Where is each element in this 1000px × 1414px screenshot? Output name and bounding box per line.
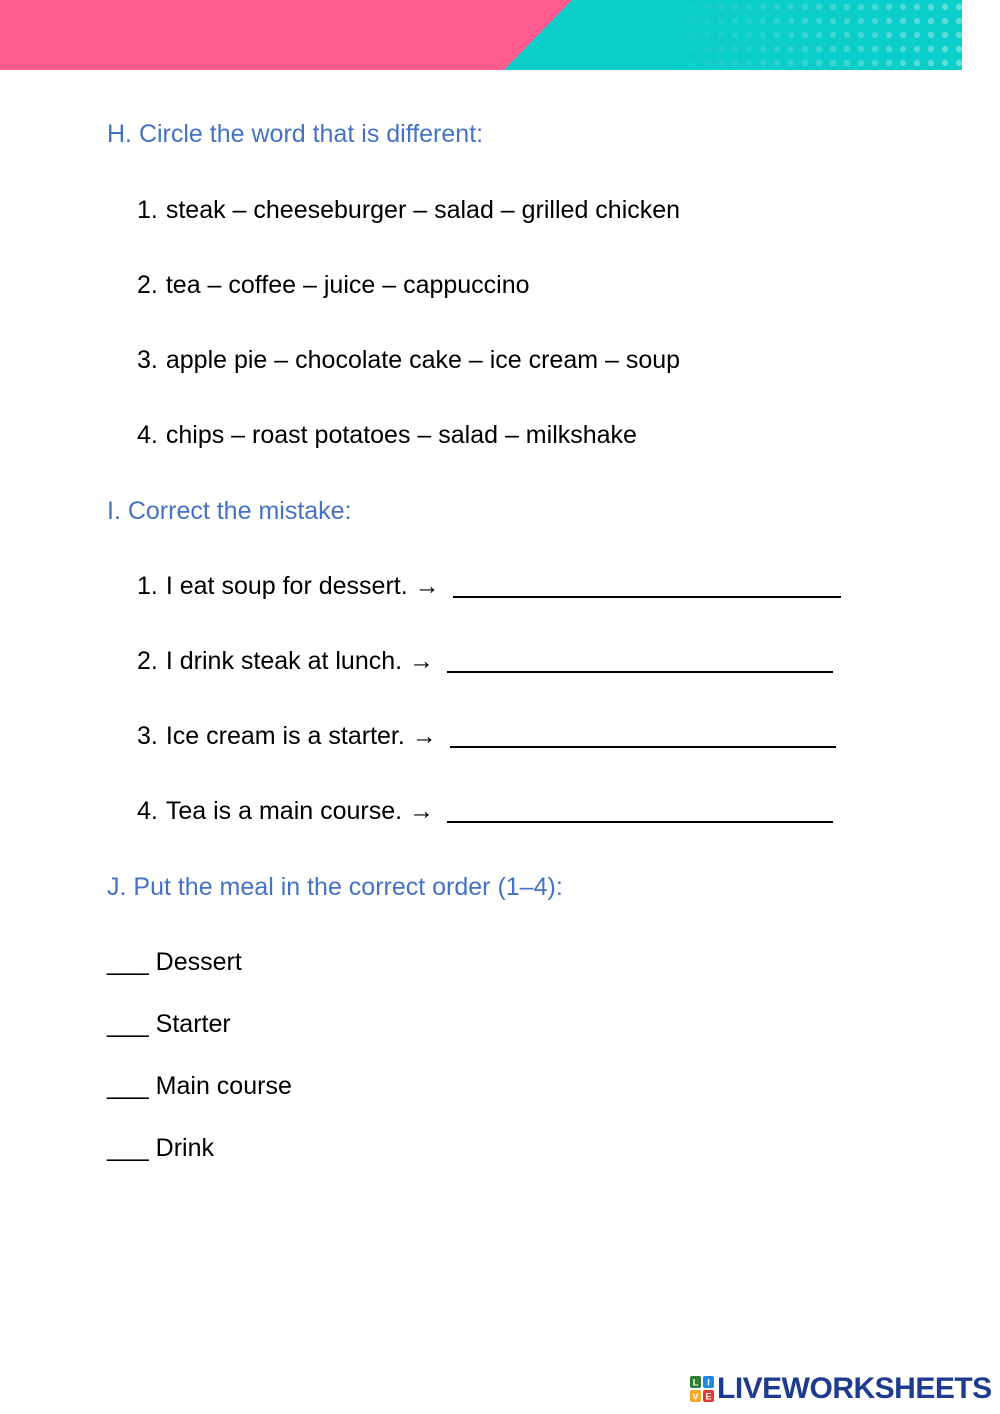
- svg-text:V: V: [692, 1391, 699, 1402]
- section-h-item-2: [137, 270, 530, 300]
- item-number: 1.: [137, 572, 158, 600]
- order-label: Main course: [155, 1072, 292, 1100]
- answer-blank-2[interactable]: [447, 671, 833, 673]
- item-number: 3.: [137, 346, 158, 374]
- order-label: Starter: [155, 1010, 231, 1038]
- item-text: apple pie – chocolate cake – ice cream – soup: [165, 346, 681, 374]
- item-text: chips – roast potatoes – salad – milkshake: [165, 421, 637, 449]
- section-h-item-3: [137, 345, 680, 375]
- order-item-main-course: [107, 1071, 292, 1101]
- item-number: 4.: [137, 797, 158, 825]
- item-text: I drink steak at lunch. →: [165, 647, 435, 675]
- section-i-item-2: [137, 646, 833, 676]
- item-number: 1.: [137, 196, 158, 224]
- order-blank[interactable]: ___: [107, 1010, 149, 1038]
- item-number: 3.: [137, 722, 158, 750]
- section-h-item-1: [137, 195, 680, 225]
- answer-blank-3[interactable]: [450, 746, 836, 748]
- item-text: tea – coffee – juice – cappuccino: [165, 271, 530, 299]
- logo-mark-icon: [690, 1376, 714, 1402]
- section-h-title: H. Circle the word that is different:: [107, 120, 484, 148]
- item-number: 2.: [137, 647, 158, 675]
- header-banner: [0, 0, 962, 70]
- order-blank[interactable]: ___: [107, 1134, 149, 1162]
- section-i-title: I. Correct the mistake:: [107, 497, 352, 525]
- svg-text:L: L: [692, 1377, 699, 1388]
- section-h-item-4: [137, 420, 637, 450]
- item-number: 2.: [137, 271, 158, 299]
- order-item-drink: [107, 1133, 214, 1163]
- liveworksheets-logo: [690, 1372, 992, 1406]
- section-i-item-4: [137, 796, 833, 826]
- item-text: Ice cream is a starter. →: [165, 722, 437, 750]
- svg-text:I: I: [707, 1377, 710, 1388]
- order-item-starter: [107, 1009, 231, 1039]
- item-text: steak – cheeseburger – salad – grilled chicken: [165, 196, 681, 224]
- order-blank[interactable]: ___: [107, 1072, 149, 1100]
- order-label: Dessert: [155, 948, 242, 976]
- logo-text: LIVEWORKSHEETS: [717, 1372, 992, 1405]
- order-item-dessert: [107, 947, 242, 977]
- banner-graphic: [0, 0, 962, 70]
- order-label: Drink: [155, 1134, 215, 1162]
- section-i-item-1: [137, 571, 841, 601]
- item-text: I eat soup for dessert. →: [165, 572, 440, 600]
- answer-blank-1[interactable]: [453, 596, 841, 598]
- section-j-title: J. Put the meal in the correct order (1–4):: [107, 873, 563, 901]
- item-text: Tea is a main course. →: [165, 797, 435, 825]
- order-blank[interactable]: ___: [107, 948, 149, 976]
- section-i-item-3: [137, 721, 836, 751]
- item-number: 4.: [137, 421, 158, 449]
- svg-text:E: E: [705, 1391, 712, 1402]
- answer-blank-4[interactable]: [447, 821, 833, 823]
